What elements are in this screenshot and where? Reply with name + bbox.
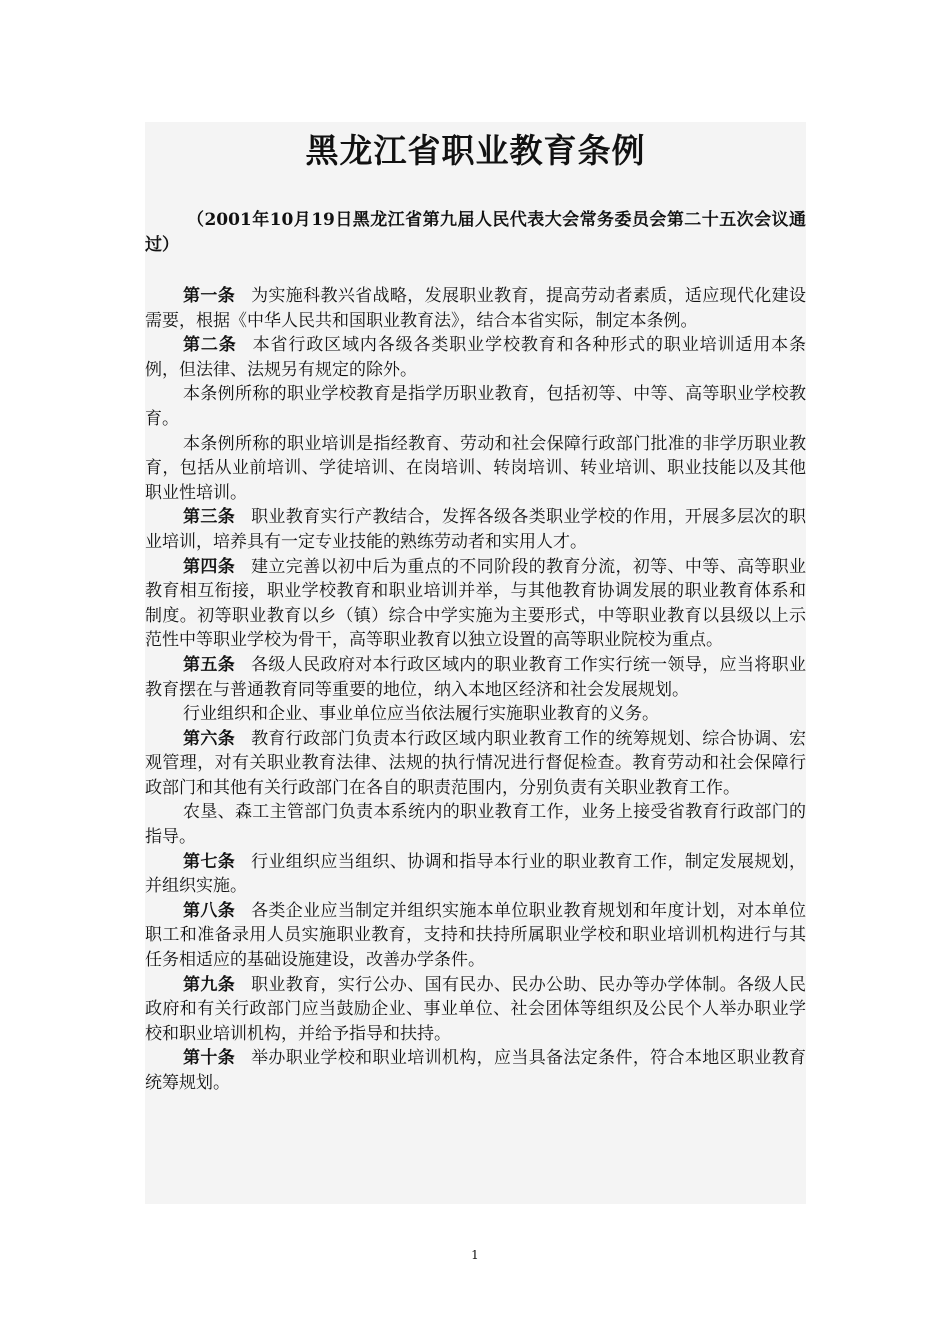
article-text: 本省行政区域内各级各类职业学校教育和各种形式的职业培训适用本条例，但法律、法规另有规定的除外。 — [145, 335, 807, 380]
article-paragraph — [145, 333, 806, 382]
article-text: 教育行政部门负责本行政区域内职业教育工作的统筹规划、综合协调、宏观管理，对有关职业教育法律、法规的执行情况进行督促检查。教育劳动和社会保障行政部门和其他有关行政部门在各自的职责范围内，分别负责有关职业教育工作。 — [145, 728, 807, 798]
article-text: 本条例所称的职业培训是指经教育、劳动和社会保障行政部门批准的非学历职业教育，包括从业前培训、学徒培训、在岗培训、转岗培训、转业培训、职业技能以及其他职业性培训。 — [145, 433, 806, 503]
article-paragraph — [145, 382, 806, 431]
page-number: 1 — [471, 1248, 479, 1262]
article-label: 第五条 — [183, 654, 236, 675]
article-paragraph — [145, 653, 806, 702]
document-title: 黑龙江省职业教育条例 — [305, 131, 646, 170]
article-paragraph — [145, 432, 806, 506]
article-paragraph — [145, 1046, 806, 1095]
article-paragraph — [145, 800, 806, 849]
article-text: 职业教育实行产教结合，发挥各级各类职业学校的作用，开展多层次的职业培训，培养具有一定专业技能的熟练劳动者和实用人才。 — [145, 507, 807, 552]
article-text: 各级人民政府对本行政区域内的职业教育工作实行统一领导，应当将职业教育摆在与普通教育同等重要的地位，纳入本地区经济和社会发展规划。 — [145, 654, 807, 700]
article-label: 第七条 — [183, 851, 236, 872]
adoption-note: （2001年10月19日黑龙江省第九届人民代表大会常务委员会第二十五次会议通过） — [145, 210, 806, 255]
article-paragraph — [145, 505, 806, 554]
article-label: 第二条 — [183, 335, 237, 356]
article-label: 第一条 — [183, 286, 236, 306]
article-text: 建立完善以初中后为重点的不同阶段的教育分流，初等、中等、高等职业教育相互衔接，职业学校教育和职业培训并举，与其他教育协调发展的职业教育体系和制度。初等职业教育以乡（镇）综合中学实施为主要形式，中等职业教育以县级以上示范性中等职业学校为骨干，高等职业教育以独立设置的高等职业院校为重点。 — [145, 556, 807, 651]
article-paragraph — [145, 727, 806, 801]
article-text: 各类企业应当制定并组织实施本单位职业教育规划和年度计划，对本单位职工和准备录用人员实施职业教育，支持和扶持所属职业学校和职业培训机构进行与其任务相适应的基础设施建设，改善办学条件。 — [145, 900, 807, 971]
article-label: 第四条 — [183, 556, 236, 577]
article-label: 第九条 — [183, 974, 236, 995]
article-label: 第十条 — [183, 1048, 236, 1069]
article-paragraph — [145, 899, 806, 973]
article-paragraph — [145, 973, 806, 1047]
article-text: 行业组织应当组织、协调和指导本行业的职业教育工作，制定发展规划，并组织实施。 — [145, 851, 807, 897]
article-text: 行业组织和企业、事业单位应当依法履行实施职业教育的义务。 — [183, 704, 659, 725]
article-text: 为实施科教兴省战略，发展职业教育，提高劳动者素质，适应现代化建设需要，根据《中华人民共和国职业教育法》，结合本省实际，制定本条例。 — [145, 286, 807, 331]
article-text: 本条例所称的职业学校教育是指学历职业教育，包括初等、中等、高等职业学校教育。 — [145, 384, 806, 429]
article-paragraph — [145, 284, 806, 333]
article-paragraph — [145, 850, 806, 899]
article-paragraph — [145, 702, 806, 727]
document-body — [145, 284, 806, 1096]
article-text: 职业教育，实行公办、国有民办、民办公助、民办等办学体制。各级人民政府和有关行政部门应当鼓励企业、事业单位、社会团体等组织及公民个人举办职业学校和职业培训机构，并给予指导和扶持。 — [145, 974, 807, 1044]
article-label: 第三条 — [183, 507, 236, 528]
article-text: 举办职业学校和职业培训机构，应当具备法定条件，符合本地区职业教育统筹规划。 — [145, 1048, 807, 1093]
article-label: 第六条 — [183, 728, 236, 749]
article-paragraph — [145, 555, 806, 653]
article-label: 第八条 — [183, 900, 236, 921]
article-text: 农垦、森工主管部门负责本系统内的职业教育工作，业务上接受省教育行政部门的指导。 — [145, 802, 806, 848]
